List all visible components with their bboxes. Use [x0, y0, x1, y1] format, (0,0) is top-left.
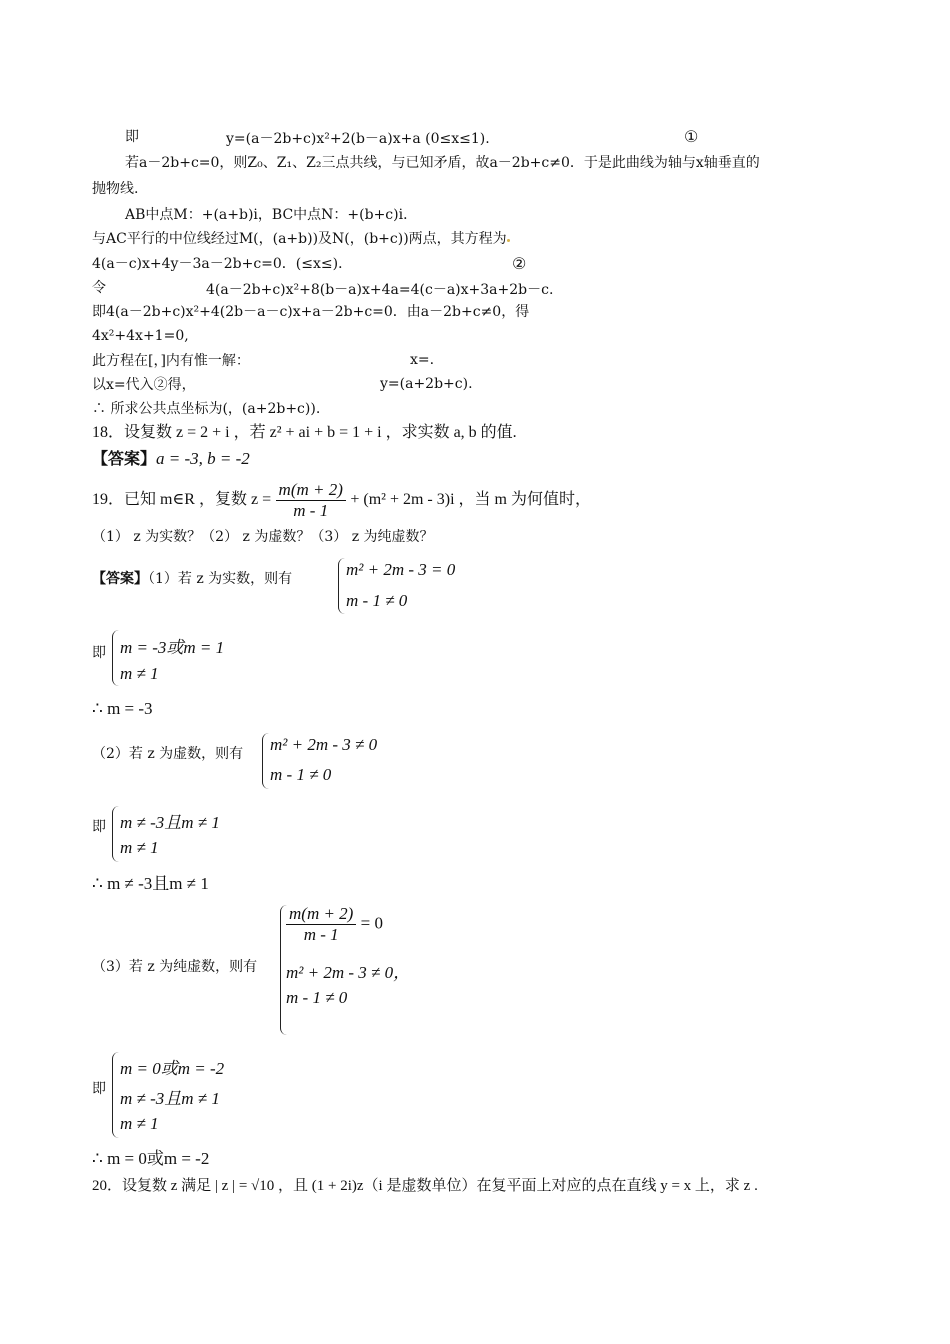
p3-solution-3: m ≠ 1 — [120, 1114, 159, 1133]
p2-solution-2: m ≠ 1 — [120, 838, 159, 857]
p2-system-2: m - 1 ≠ 0 — [270, 765, 332, 784]
ji-label: 即 — [92, 645, 106, 661]
p3-solution-1: m = 0或m = -2 — [120, 1059, 225, 1078]
question-20: 20．设复数 z 满足 | z | = √10 ，且 (1 + 2i)z（i 是虚数单位）在复平面上对应的点在直线 y = x 上，求 z . — [92, 1178, 758, 1194]
p1-system-1: m² + 2m - 3 = 0 — [346, 560, 456, 579]
p3-denominator: m - 1 — [303, 925, 339, 944]
text-line: 若a－2b+c=0，则Z₀、Z₁、Z₂三点共线，与已知矛盾，故a－2b+c≠0．于是此曲线为轴与x轴垂直的 — [125, 155, 760, 171]
part3-intro: （3）若 z 为纯虚数，则有 — [92, 959, 258, 975]
ji-label: 即 — [92, 1081, 106, 1097]
part2-intro: （2）若 z 为虚数，则有 — [92, 746, 244, 762]
brace — [112, 806, 119, 862]
question-19 — [92, 478, 591, 522]
p3-numerator: m(m + 2) — [286, 904, 356, 925]
brace — [338, 558, 345, 614]
part1-intro — [92, 570, 292, 588]
p2-solution-1: m ≠ -3且m ≠ 1 — [120, 813, 220, 832]
answer-tag: 【答案】 — [92, 571, 148, 587]
eq1-prefix: 即 — [125, 129, 139, 145]
p3-system-3: m - 1 ≠ 0 — [286, 988, 348, 1007]
p2-system-1: m² + 2m - 3 ≠ 0 — [270, 735, 378, 754]
solution-y: y=(a+2b+c). — [380, 376, 473, 392]
yellow-dot-mark — [507, 239, 510, 242]
brace — [112, 1052, 119, 1138]
question-18: 18．设复数 z = 2 + i ，若 z² + ai + b = 1 + i ，求实数 a, b 的值. — [92, 424, 517, 441]
p3-solution-2: m ≠ -3且m ≠ 1 — [120, 1089, 220, 1108]
answer-tag: 【答案】 — [92, 449, 157, 468]
eq1-formula: y=(a－2b+c)x²+2(b－a)x+a (0≤x≤1). — [226, 131, 490, 147]
q19-denominator: m - 1 — [293, 500, 329, 520]
eq2-marker: ② — [512, 254, 527, 273]
text-line: 令 — [92, 280, 106, 296]
p1-solution-1: m = -3或m = 1 — [120, 638, 225, 657]
text-line: 此方程在[，]内有惟一解： — [92, 353, 250, 369]
text-line: ∴ 所求公共点坐标为(，(a+2b+c)). — [92, 401, 321, 417]
p3-result: ∴ m = 0或m = -2 — [92, 1149, 210, 1168]
p1-solution-2: m ≠ 1 — [120, 664, 159, 683]
eq1-marker: ① — [684, 127, 699, 146]
q19-suffix: + (m² + 2m - 3)i ，当 m 为何值时， — [350, 491, 591, 508]
line-eq1 — [125, 128, 139, 146]
q19-numerator: m(m + 2) — [276, 480, 346, 501]
midline-text: 与AC平行的中位线经过M(，(a+b))及N(，(b+c))两点，其方程为 — [92, 231, 507, 247]
p3-system-1 — [286, 904, 383, 945]
p3-system-2: m² + 2m - 3 ≠ 0， — [286, 963, 411, 982]
p3-fraction — [286, 904, 356, 945]
brace — [112, 630, 119, 686]
text-line: 4(a－c)x+4y－3a－2b+c=0．(≤x≤)． — [92, 256, 353, 272]
ji-label: 即 — [92, 819, 106, 835]
answer-18 — [92, 450, 250, 468]
text-line: 4x²+4x+1=0, — [92, 328, 189, 344]
p3-equals-zero: = 0 — [360, 913, 383, 933]
text-line: 以x=代入②得， — [92, 377, 196, 393]
part1-text: （1）若 z 为实数，则有 — [148, 571, 293, 587]
ling-equation: 4(a－2b+c)x²+8(b－a)x+4a=4(c－a)x+3a+2b－c. — [206, 282, 554, 298]
text-line: AB中点M：+(a+b)i，BC中点N：+(b+c)i． — [125, 207, 418, 223]
text-line: 即4(a－2b+c)x²+4(2b－a－c)x+a－2b+c=0．由a－2b+c≠0，得 — [92, 304, 530, 320]
p2-result: ∴ m ≠ -3且m ≠ 1 — [92, 874, 209, 893]
q19-prefix: 19．已知 m∈R ，复数 z = — [92, 491, 272, 508]
p1-system-2: m - 1 ≠ 0 — [346, 591, 408, 610]
text-line — [92, 230, 510, 248]
p1-result: ∴ m = -3 — [92, 699, 153, 718]
solution-x: x=. — [410, 352, 435, 368]
q19-parts: （1） z 为实数？（2） z 为虚数？（3） z 为纯虚数？ — [92, 529, 434, 545]
answer-18-value: a = -3, b = -2 — [156, 449, 250, 468]
text-line: 抛物线. — [92, 181, 139, 197]
q19-fraction — [276, 480, 346, 521]
brace — [262, 733, 269, 789]
